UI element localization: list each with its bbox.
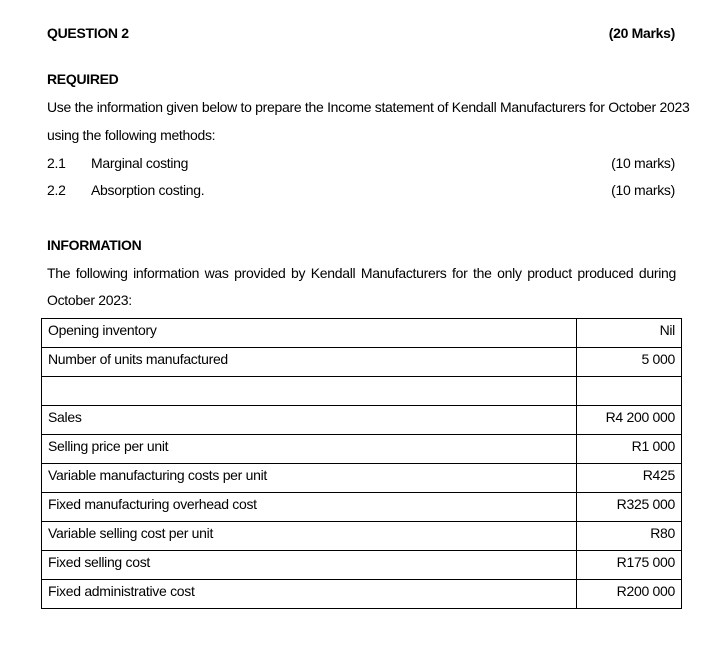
row-value: R4 200 000 bbox=[577, 406, 682, 435]
table-row bbox=[42, 551, 682, 580]
row-label: Fixed administrative cost bbox=[42, 580, 577, 609]
question-marks: (20 Marks) bbox=[608, 25, 675, 41]
table-row bbox=[42, 406, 682, 435]
row-value: R325 000 bbox=[577, 493, 682, 522]
table-row bbox=[42, 435, 682, 464]
row-value: R80 bbox=[577, 522, 682, 551]
table-row bbox=[42, 348, 682, 377]
row-label: Number of units manufactured bbox=[42, 348, 577, 377]
row-value: R175 000 bbox=[577, 551, 682, 580]
row-label: Selling price per unit bbox=[42, 435, 577, 464]
table-row bbox=[42, 580, 682, 609]
information-intro-line-2: October 2023: bbox=[47, 292, 132, 308]
row-value bbox=[577, 377, 682, 406]
table-row bbox=[42, 319, 682, 348]
row-value: R1 000 bbox=[577, 435, 682, 464]
row-value: 5 000 bbox=[577, 348, 682, 377]
information-heading: INFORMATION bbox=[47, 237, 142, 253]
method-label: Absorption costing. bbox=[91, 182, 205, 198]
question-title: QUESTION 2 bbox=[47, 25, 129, 41]
row-label: Variable manufacturing costs per unit bbox=[42, 464, 577, 493]
row-label: Variable selling cost per unit bbox=[42, 522, 577, 551]
table-row bbox=[42, 464, 682, 493]
information-intro-line-1: The following information was provided by Kendall Manufacturers for the only product produced during bbox=[47, 265, 676, 281]
method-label: Marginal costing bbox=[91, 155, 189, 171]
required-instruction-line-2: using the following methods: bbox=[47, 127, 216, 143]
method-marks: (10 marks) bbox=[611, 182, 675, 198]
method-marks: (10 marks) bbox=[611, 155, 675, 171]
row-label: Opening inventory bbox=[42, 319, 577, 348]
method-number: 2.1 bbox=[47, 155, 66, 171]
row-value: R425 bbox=[577, 464, 682, 493]
row-label: Fixed selling cost bbox=[42, 551, 577, 580]
required-instruction-line-1: Use the information given below to prepare the Income statement of Kendall Manufacturers for October 2023 bbox=[47, 99, 690, 115]
method-number: 2.2 bbox=[47, 182, 66, 198]
row-label: Sales bbox=[42, 406, 577, 435]
required-heading: REQUIRED bbox=[47, 71, 119, 87]
table-row bbox=[42, 522, 682, 551]
information-table bbox=[41, 318, 682, 609]
row-value: Nil bbox=[577, 319, 682, 348]
row-value: R200 000 bbox=[577, 580, 682, 609]
table-row bbox=[42, 493, 682, 522]
row-label bbox=[42, 377, 577, 406]
table-row-empty bbox=[42, 377, 682, 406]
row-label: Fixed manufacturing overhead cost bbox=[42, 493, 577, 522]
